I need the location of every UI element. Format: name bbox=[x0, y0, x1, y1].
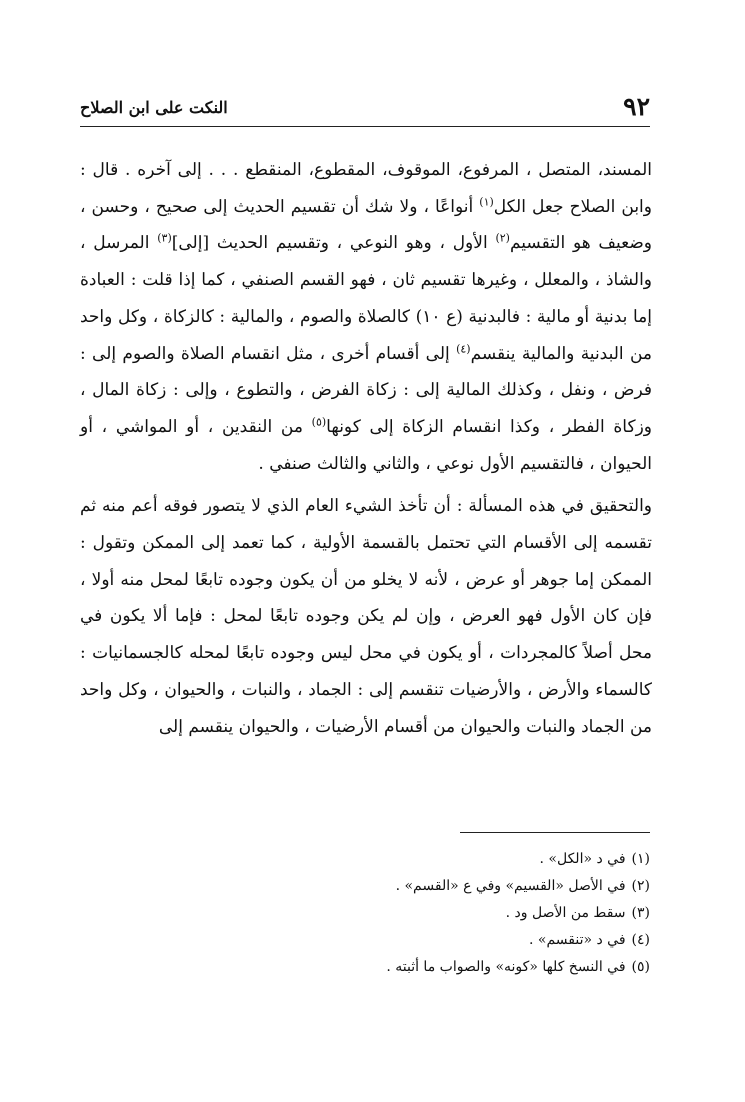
footnote-text: في د «تنقسم» . bbox=[528, 932, 626, 948]
footnote-divider bbox=[460, 832, 650, 833]
footnote-number: (٣) bbox=[631, 905, 650, 921]
footnotes-list bbox=[130, 846, 650, 981]
footnote-number: (٤) bbox=[631, 932, 650, 948]
footnote-item bbox=[130, 927, 650, 954]
text-segment: المسند، المتصل ، المرفوع، الموقوف، المقطوع، المنقطع . . . إلى آخره . قال : وابن الصلاح جعل الكل bbox=[80, 160, 652, 217]
footnote-text: في الأصل «القسيم» وفي ع «القسم» . bbox=[395, 878, 626, 894]
main-text bbox=[80, 152, 652, 745]
footnote-ref-4: (٤) bbox=[456, 341, 471, 355]
footnote-number: (٢) bbox=[631, 878, 650, 894]
footnote-number: (٥) bbox=[631, 959, 650, 975]
page-number: ٩٢ bbox=[623, 92, 650, 121]
footnote-ref-5: (٥) bbox=[311, 415, 327, 429]
text-segment: المرسل ، والشاذ ، والمعلل ، وغيرها تقسيم ثان ، فهو القسم الصنفي ، كما إذا قلت : العبادة إما بدنية أو مالية : فالبدنية (ع ١٠) كالصلاة والصوم ، والمالية : كالزكاة ، وكل واحد من البدنية والمالية ينقسم bbox=[80, 233, 652, 364]
footnote-ref-2: (٢) bbox=[495, 231, 510, 245]
footnote-item bbox=[130, 954, 650, 981]
text-segment: الأول ، وهو النوعي ، وتقسيم الحديث [إلى] bbox=[171, 233, 496, 254]
footnote-ref-3: (٣) bbox=[157, 231, 172, 245]
footnote-number: (١) bbox=[631, 851, 650, 867]
footnote-item bbox=[130, 846, 650, 873]
text-segment: إلى أقسام أخرى ، مثل انقسام الصلاة والصوم إلى : فرض ، ونفل ، وكذلك المالية إلى : زكاة الفرض ، والتطوع ، وإلى : زكاة المال ، وزكاة الفطر ، وكذا انقسام الزكاة إلى كونها bbox=[80, 343, 652, 437]
text-segment: أنواعًا ، ولا شك أن تقسيم الحديث إلى صحيح ، وحسن ، وضعيف هو التقسيم bbox=[80, 196, 653, 254]
footnote-item bbox=[130, 873, 650, 900]
footnote-text: في د «الكل» . bbox=[539, 851, 626, 867]
running-title: النكت على ابن الصلاح bbox=[80, 98, 228, 117]
footnote-ref-1: (١) bbox=[479, 195, 494, 209]
text-segment: من النقدين ، أو المواشي ، أو الحيوان ، فالتقسيم الأول نوعي ، والثاني والثالث صنفي . bbox=[80, 416, 652, 474]
footnote-text: سقط من الأصل ود . bbox=[505, 905, 626, 921]
page-header bbox=[80, 92, 650, 127]
paragraph-1 bbox=[80, 152, 652, 482]
footnote-item bbox=[130, 900, 650, 927]
paragraph-2: والتحقيق في هذه المسألة : أن تأخذ الشيء العام الذي لا يتصور فوقه أعم منه ثم تقسمه إلى الأقسام التي تحتمل بالقسمة الأولية ، كما تعمد إلى الممكن وتقول : الممكن إما جوهر أو عرض ، لأنه لا يخلو من أن يكون وجوده تابعًا لمحل منه أولا ، فإن كان الأول فهو العرض ، وإن لم يكن وجوده تابعًا لمحل : فإما ألا يكون في محل أصلاً كالمجردات ، أو يكون في محل ليس وجوده تابعًا لمحله كالجسمانيات : كالسماء والأرض ، والأرضيات تنقسم إلى : الجماد ، والنبات ، والحيوان ، وكل واحد من الجماد والنبات والحيوان من أقسام الأرضيات ، والحيوان ينقسم إلى bbox=[80, 496, 652, 737]
footnote-text: في النسخ كلها «كونه» والصواب ما أثبته . bbox=[386, 959, 626, 975]
